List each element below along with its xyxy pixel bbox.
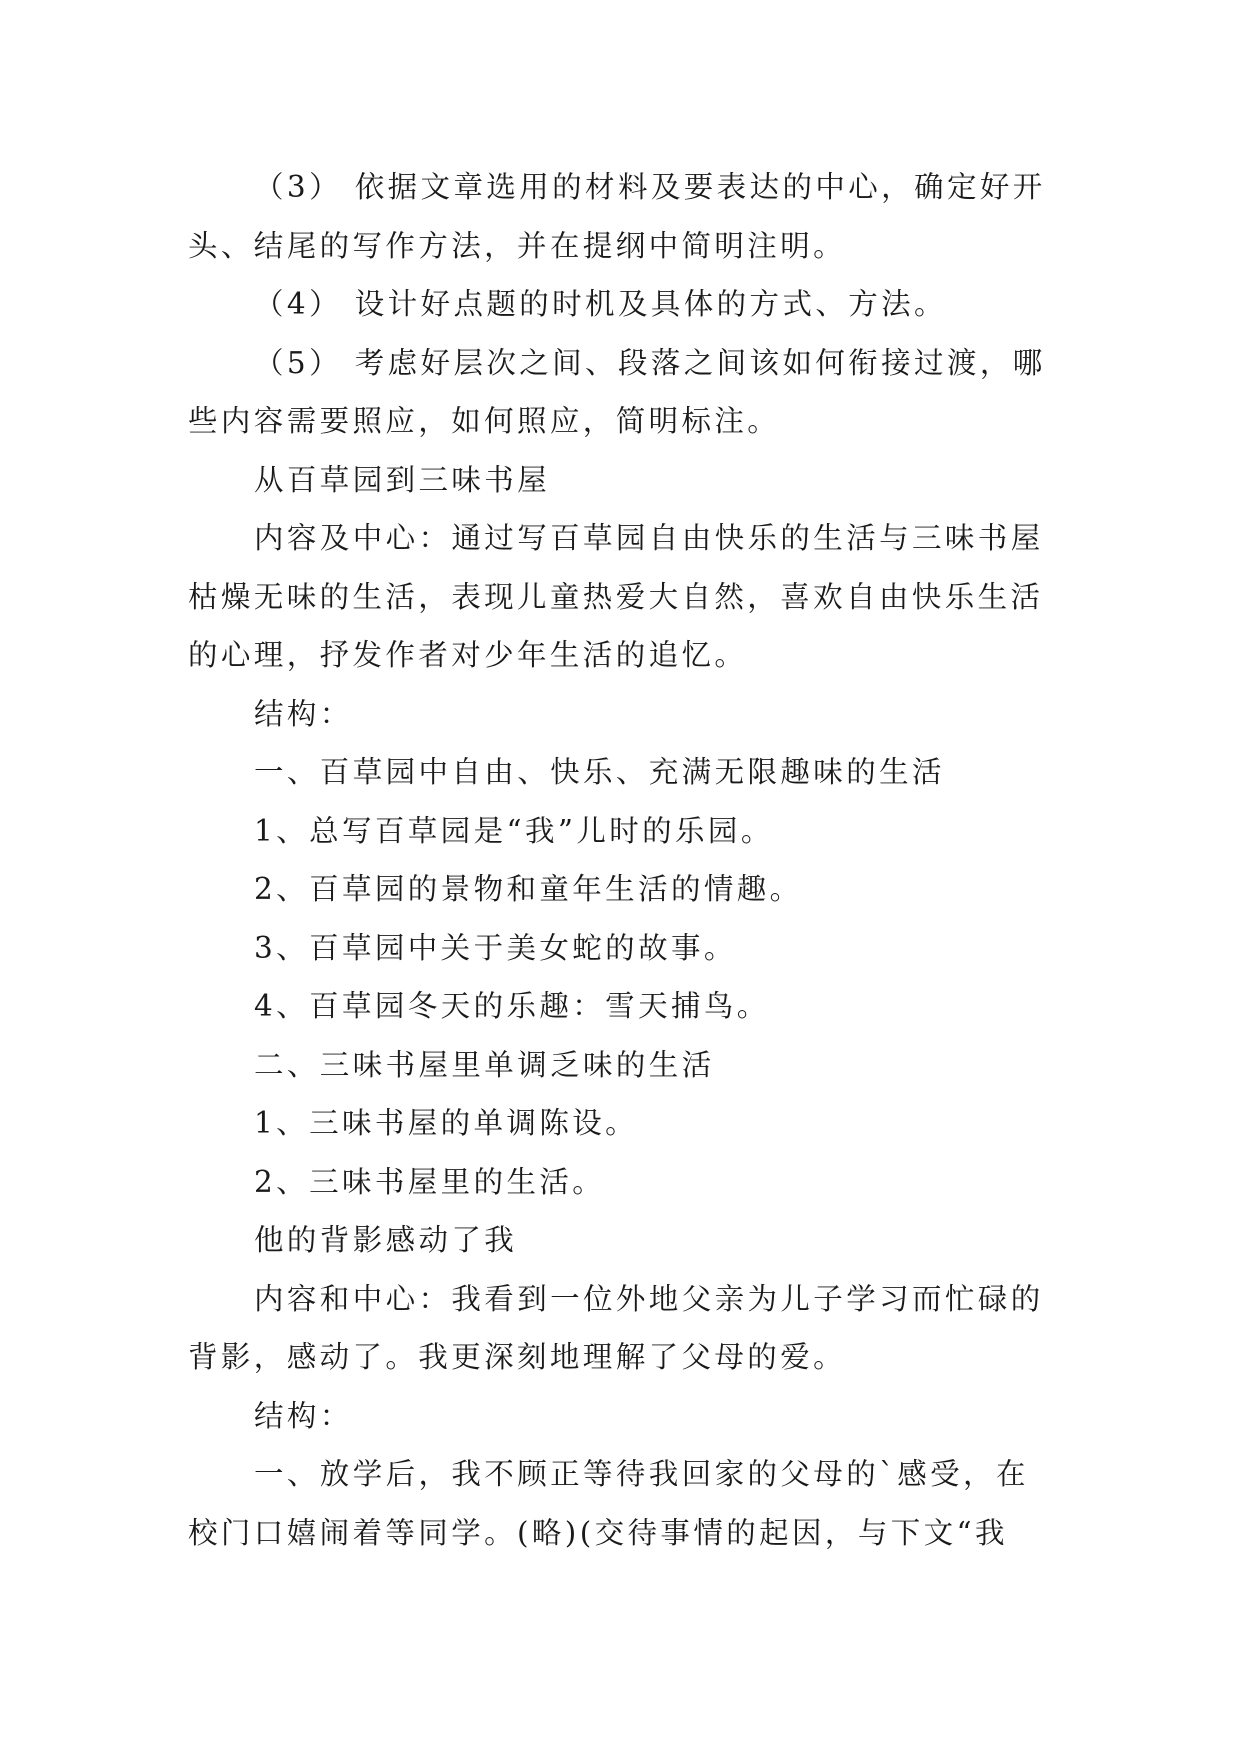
document-body (188, 158, 1050, 1562)
paragraph-content-center-1: 内容及中心：通过写百草园自由快乐的生活与三味书屋枯燥无味的生活，表现儿童热爱大自然，喜欢自由快乐生活的心理，抒发作者对少年生活的追忆。 (188, 521, 1044, 672)
paragraph-item-4-title-point: （4） 设计好点题的时机及具体的方式、方法。 (254, 287, 947, 321)
structure-label-2: 结构： (254, 1398, 353, 1433)
outline-point-1-2: 2、百草园的景物和童年生活的情趣。 (254, 872, 803, 906)
outline-point-2-2: 2、三味书屋里的生活。 (254, 1164, 606, 1199)
structure-label-1: 结构： (254, 696, 353, 731)
outline-part-1: 一、百草园中自由、快乐、充满无限趣味的生活 (254, 755, 945, 789)
section-title-baicaoyuan: 从百草园到三味书屋 (254, 462, 551, 497)
outline-part-2: 二、三味书屋里单调乏味的生活 (254, 1047, 715, 1082)
paragraph-item-5-transition: （5） 考虑好层次之间、段落之间该如何衔接过渡，哪些内容需要照应，如何照应，简明标注。 (188, 345, 1046, 438)
paragraph-content-center-2: 内容和中心：我看到一位外地父亲为儿子学习而忙碌的背影，感动了。我更深刻地理解了父母的爱。 (188, 1281, 1044, 1374)
outline-point-2-1: 1、三味书屋的单调陈设。 (254, 1106, 639, 1140)
outline-point-1-3: 3、百草园中关于美女蛇的故事。 (254, 930, 737, 965)
paragraph-item-3-opening-ending: （3） 依据文章选用的材料及要表达的中心，确定好开头、结尾的写作方法，并在提纲中简明注明。 (188, 170, 1046, 263)
outline-part-1-beiying: 一、放学后，我不顾正等待我回家的父母的`感受，在校门口嬉闹着等同学。(略)(交待事情的起因，与下文“我 (188, 1457, 1029, 1550)
outline-point-1-1: 1、总写百草园是“我”儿时的乐园。 (254, 813, 774, 848)
outline-point-1-4: 4、百草园冬天的乐趣：雪天捕鸟。 (254, 989, 770, 1023)
section-title-beiying: 他的背影感动了我 (254, 1223, 518, 1257)
